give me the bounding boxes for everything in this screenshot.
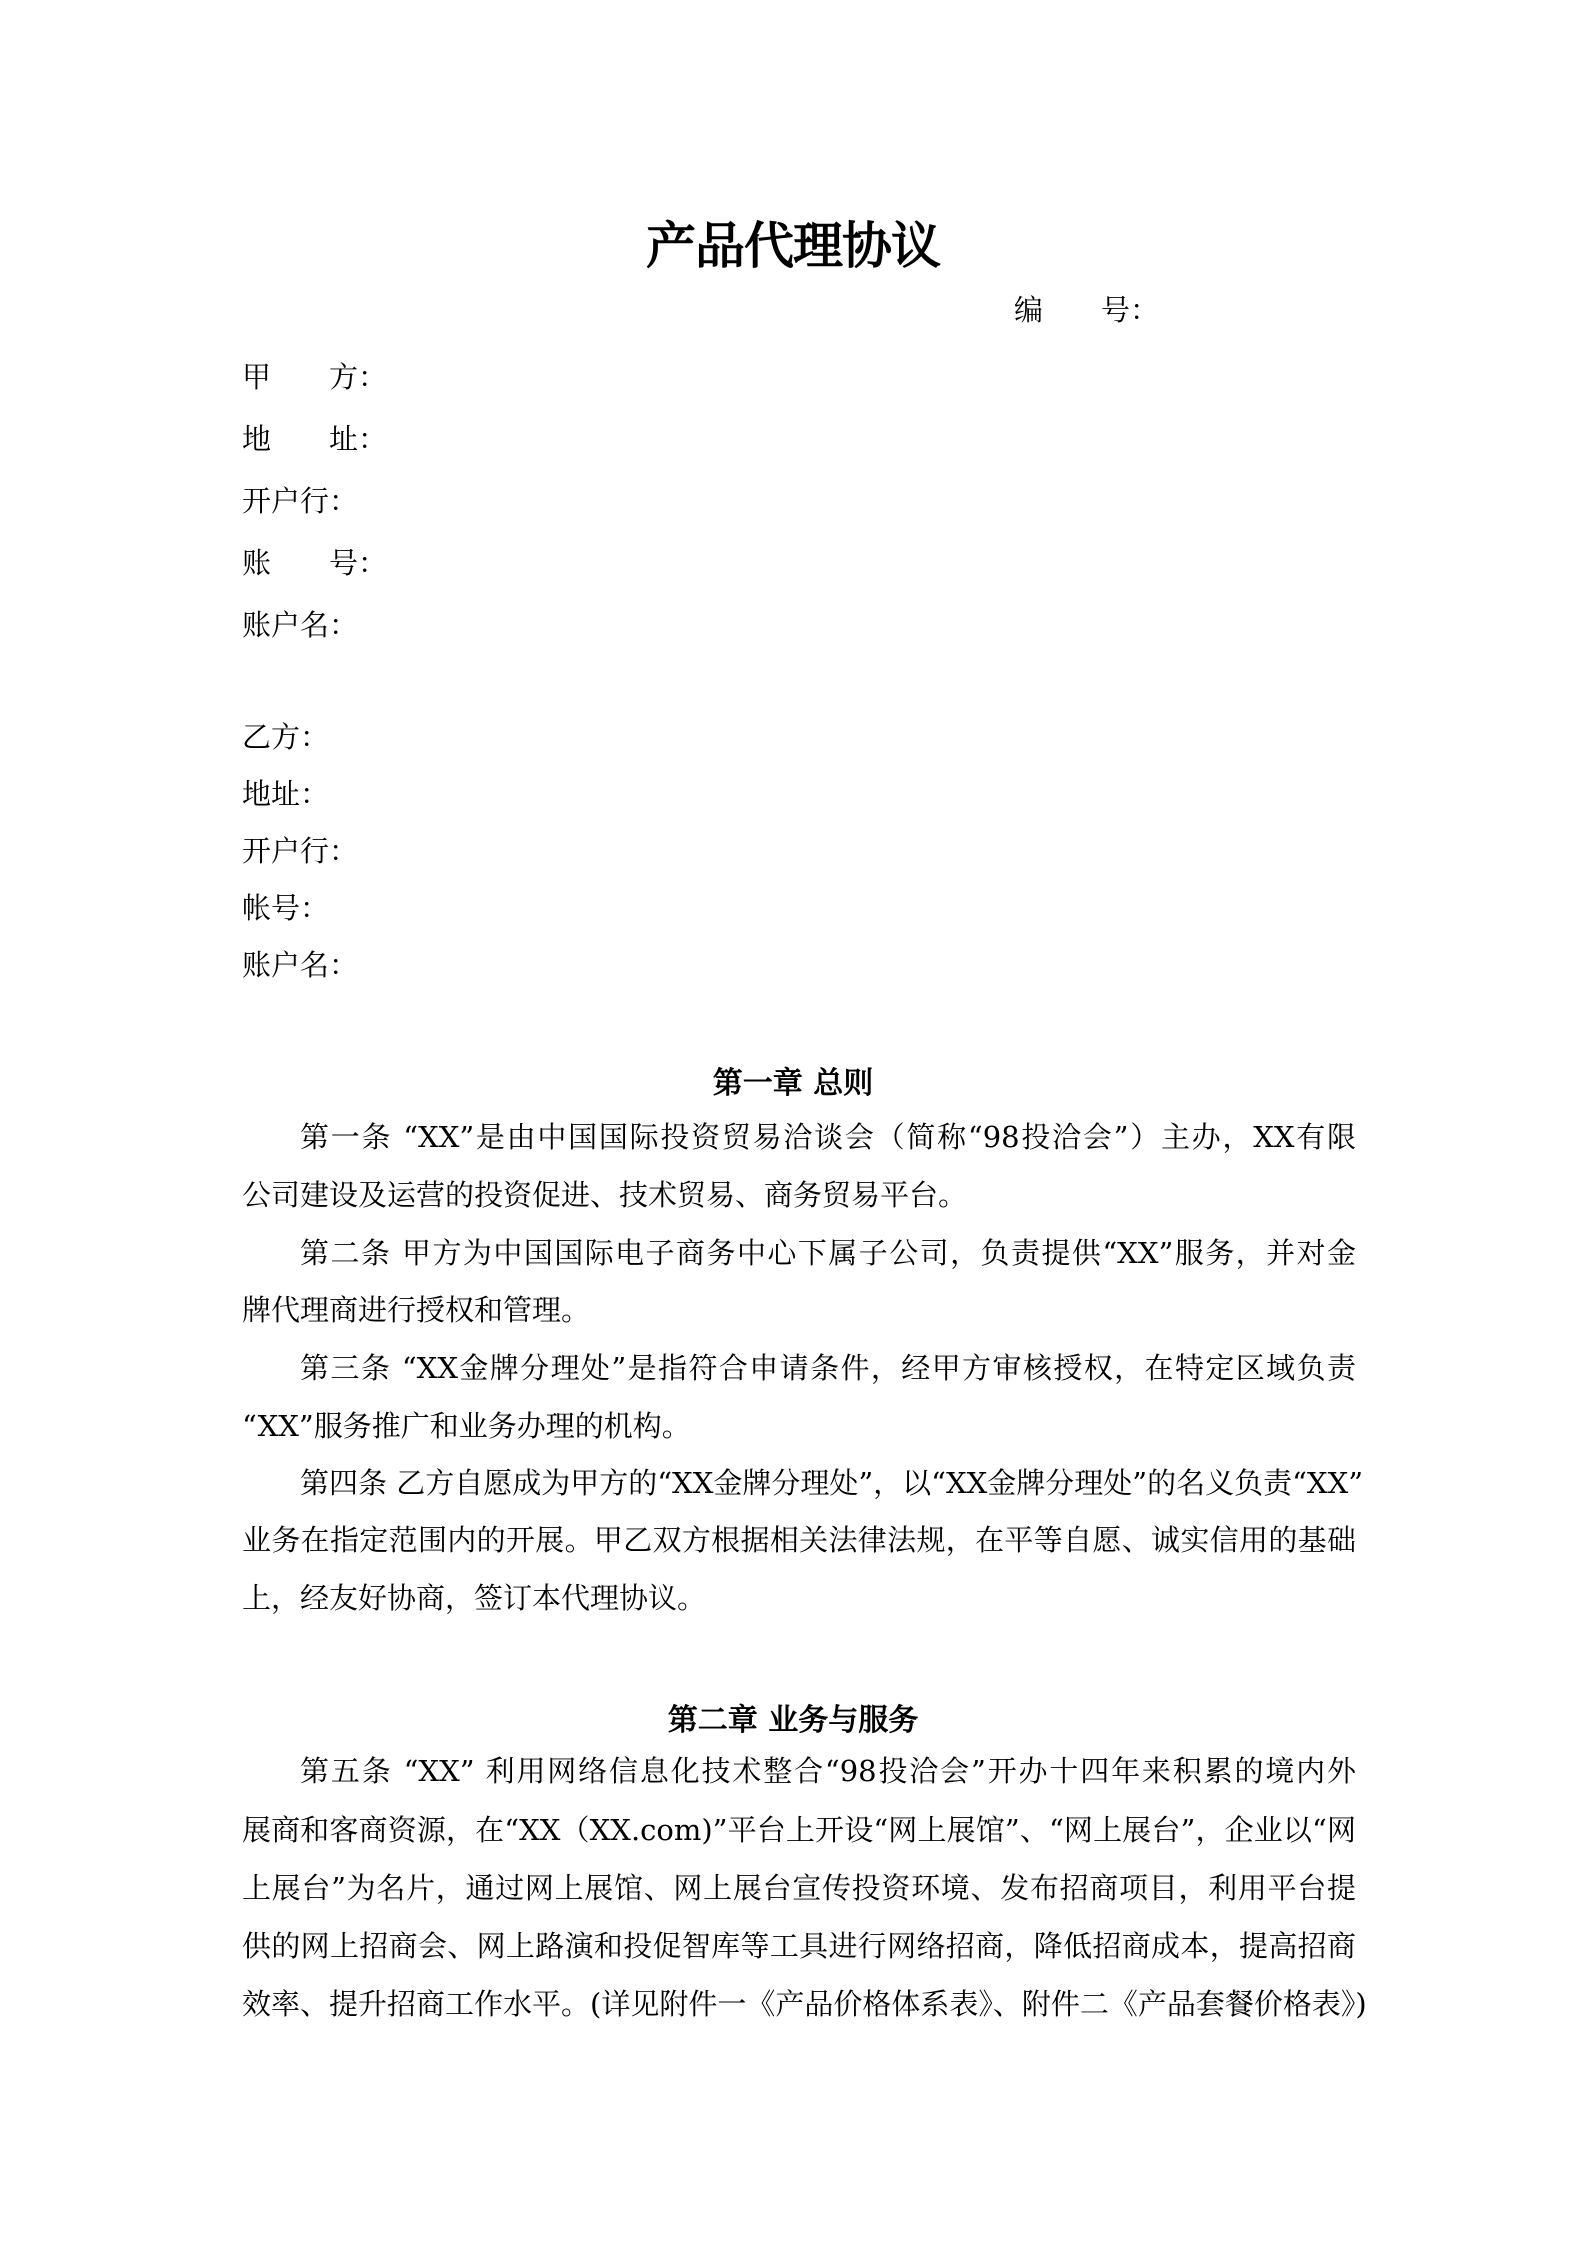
party-b-bank: 开户行： (242, 834, 359, 868)
party-a-name: 甲 方： (242, 360, 388, 394)
party-a-address: 地 址： (242, 422, 388, 456)
contract-number-label: 编 号： (1014, 293, 1160, 327)
party-a-account-name: 账户名： (242, 608, 359, 642)
party-a-bank: 开户行： (242, 484, 359, 518)
article-5-line: 效率、提升招商工作水平。(详见附件一《产品价格体系表》、附件二《产品套餐价格表》) (242, 1987, 1367, 2021)
article-5-line: 上展台”为名片，通过网上展馆、网上展台宣传投资环境、发布招商项目，利用平台提 (242, 1871, 1356, 1905)
article-5-line: 供的网上招商会、网上路演和投促智库等工具进行网络招商，降低招商成本，提高招商 (242, 1929, 1356, 1963)
chapter-2-heading: 第二章 业务与服务 (667, 1703, 919, 1738)
article-2-line: 牌代理商进行授权和管理。 (242, 1293, 591, 1327)
party-a-account: 账 号： (242, 546, 388, 580)
party-b-address: 地址： (242, 777, 330, 811)
chapter-1-heading: 第一章 总则 (712, 1066, 874, 1101)
article-3-line: “XX”服务推广和业务办理的机构。 (242, 1409, 691, 1443)
article-1-line: 第一条 “XX”是由中国国际投资贸易洽谈会（简称“98投洽会”）主办，XX有限 (300, 1120, 1356, 1154)
article-1-line: 公司建设及运营的投资促进、技术贸易、商务贸易平台。 (242, 1178, 968, 1212)
article-3-line: 第三条 “XX金牌分理处”是指符合申请条件，经甲方审核授权，在特定区域负责 (300, 1351, 1356, 1385)
party-b-account: 帐号： (242, 891, 330, 925)
article-4-line: 第四条 乙方自愿成为甲方的“XX金牌分理处”，以“XX金牌分理处”的名义负责“XX” (300, 1466, 1364, 1500)
document-title: 产品代理协议 (646, 217, 940, 275)
article-5-line: 展商和客商资源，在“XX（XX.com)”平台上开设“网上展馆”、“网上展台”，企业以“网 (242, 1813, 1356, 1847)
article-4-line: 上，经友好协商，签订本代理协议。 (242, 1581, 707, 1615)
party-b-account-name: 账户名： (242, 948, 359, 982)
party-b-name: 乙方： (242, 720, 330, 754)
article-5-line: 第五条 “XX” 利用网络信息化技术整合“98投洽会”开办十四年来积累的境内外 (300, 1754, 1356, 1788)
article-2-line: 第二条 甲方为中国国际电子商务中心下属子公司，负责提供“XX”服务，并对金 (300, 1236, 1356, 1270)
article-4-line: 业务在指定范围内的开展。甲乙双方根据相关法律法规，在平等自愿、诚实信用的基础 (242, 1523, 1356, 1557)
